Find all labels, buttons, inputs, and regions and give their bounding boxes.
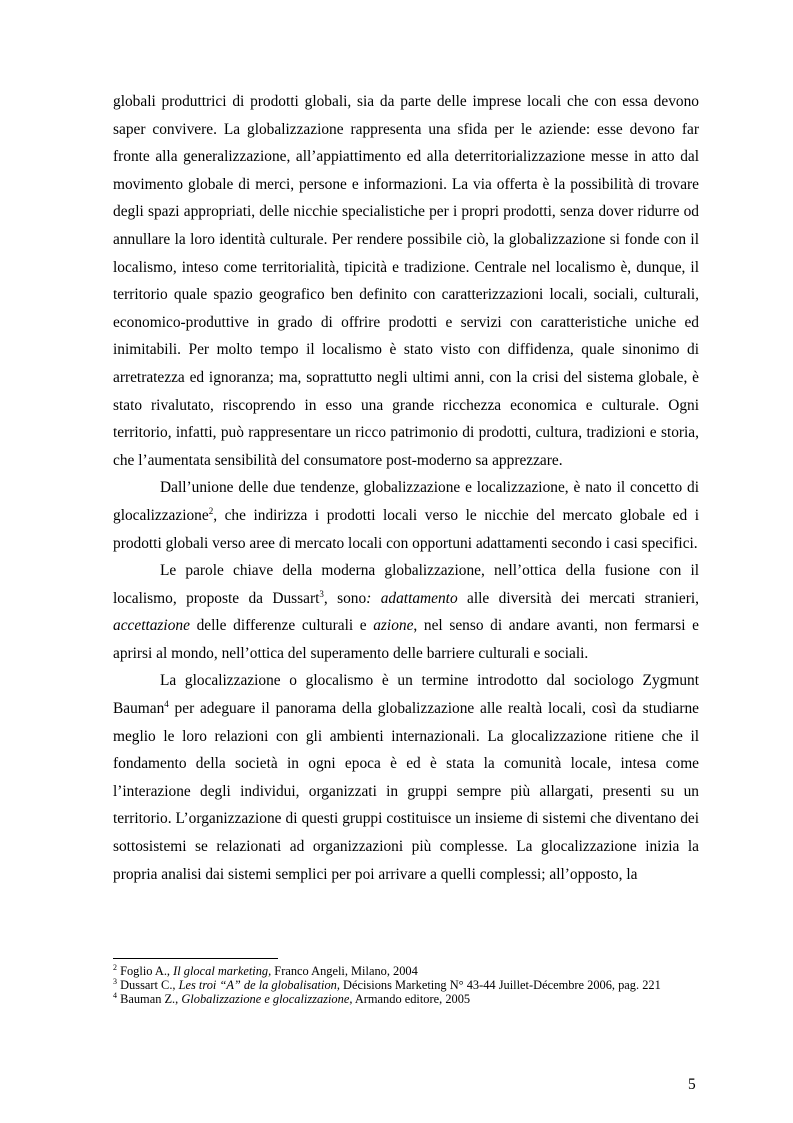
italic-text: azione	[373, 617, 414, 635]
paragraph	[113, 667, 699, 888]
text-run: alle diversità dei mercati stranieri,	[457, 589, 699, 607]
footnote	[113, 992, 699, 1006]
footnote-reference: 3	[319, 588, 324, 599]
text-run: Dussart C.,	[117, 978, 179, 992]
footnote-reference: 4	[164, 699, 169, 710]
text-run: Armando editore, 2005	[352, 992, 471, 1006]
footnote-reference: 4	[113, 991, 117, 1000]
footnote-reference: 2	[208, 505, 214, 516]
text-run: Franco Angeli, Milano, 2004	[271, 964, 418, 978]
italic-text: Globalizzazione e glocalizzazione,	[181, 992, 353, 1006]
body-text	[113, 88, 699, 888]
text-run: Foglio A.,	[117, 964, 174, 978]
paragraph	[113, 88, 699, 474]
paragraph	[113, 557, 699, 667]
text-run: Le parole chiave della moderna globalizzazione, nell’ottica della fusione con il localismo, proposte da Dussart	[113, 562, 699, 607]
footnote-separator	[113, 958, 278, 959]
text-run: delle differenze culturali e	[189, 617, 374, 635]
page-number: 5	[688, 1076, 696, 1093]
text-run: La glocalizzazione o glocalismo è un termine introdotto dal sociologo Zygmunt Bauman	[113, 672, 699, 718]
text-run: globali produttrici di prodotti globali, sia da parte delle imprese locali che con essa devono saper convivere. La globalizzazione rappresenta una sfida per le aziende: esse devono far fronte alla generalizzazione, all’appiattimento ed alla deterritorializzazione messe in atto dal movimento globale di merci, persone e informazioni. La via offerta è la possibilità di trovare degli spazi appropriati, delle nicchie specialistiche per i propri prodotti, senza dover ridurre od annullare la loro identità culturale. Per rendere possibile ciò, la globalizzazione si fonde con il localismo, inteso come territorialità, tipicità e tradizione. Centrale nel localismo è, dunque, il territorio quale spazio geografico ben definito con caratterizzazioni locali, sociali, culturali, economico-produttive in grado di offrire prodotti e servizi con caratteristiche uniche ed inimitabili. Per molto tempo il localismo è stato visto con diffidenza, quale sinonimo di arretratezza ed ignoranza; ma, soprattutto negli ultimi anni, con la crisi del sistema globale, è stato rivalutato, riscoprendo in esso una grande ricchezza economica e culturale. Ogni territorio, infatti, può rappresentare un ricco patrimonio di prodotti, cultura, tradizioni e storia, che l’aumentata sensibilità del consumatore post-moderno sa apprezzare.	[113, 93, 699, 469]
italic-text: Les troi “A” de la globalisation,	[178, 978, 340, 992]
text-run: , che indirizza i prodotti locali verso le nicchie del mercato globale ed i prodotti globali verso aree di mercato locali con opportuni adattamenti secondo i casi specifici.	[113, 506, 699, 552]
italic-text: accettazione	[113, 617, 190, 635]
footnote	[113, 964, 699, 978]
text-run: , sono	[323, 589, 367, 607]
text-run: per adeguare il panorama della globalizzazione alle realtà locali, così da studiarne meglio le loro relazioni con gli ambienti internazionali. La glocalizzazione ritiene che il fondamento della società in ogni epoca è ed è stata la comunità locale, intesa come l’interazione degli individui, organizzati in gruppi sempre più allargati, presenti su un territorio. L’organizzazione di questi gruppi costituisce un insieme di sistemi che diventano dei sottosistemi se relazionati ad organizzazioni più complesse. La glocalizzazione inizia la propria analisi dai sistemi semplici per poi arrivare a quelli complessi; all’opposto, la	[113, 700, 699, 883]
text-run: Bauman Z.,	[117, 992, 182, 1006]
paragraph	[113, 474, 699, 557]
italic-text: : adattamento	[366, 589, 458, 607]
footnote	[113, 978, 699, 992]
italic-text: Il glocal marketing,	[173, 964, 272, 978]
footnote-reference: 3	[113, 977, 117, 986]
text-run: Décisions Marketing N° 43-44 Juillet-Décembre 2006, pag. 221	[339, 978, 661, 992]
footnote-reference: 2	[113, 963, 117, 972]
footnotes	[113, 964, 699, 1006]
text-run: , nel senso di andare avanti, non fermarsi e aprirsi al mondo, nell’ottica del superamento delle barriere culturali e sociali.	[113, 617, 699, 662]
text-run: Dall’unione delle due tendenze, globalizzazione e localizzazione, è nato il concetto di glocalizzazione	[113, 479, 699, 524]
